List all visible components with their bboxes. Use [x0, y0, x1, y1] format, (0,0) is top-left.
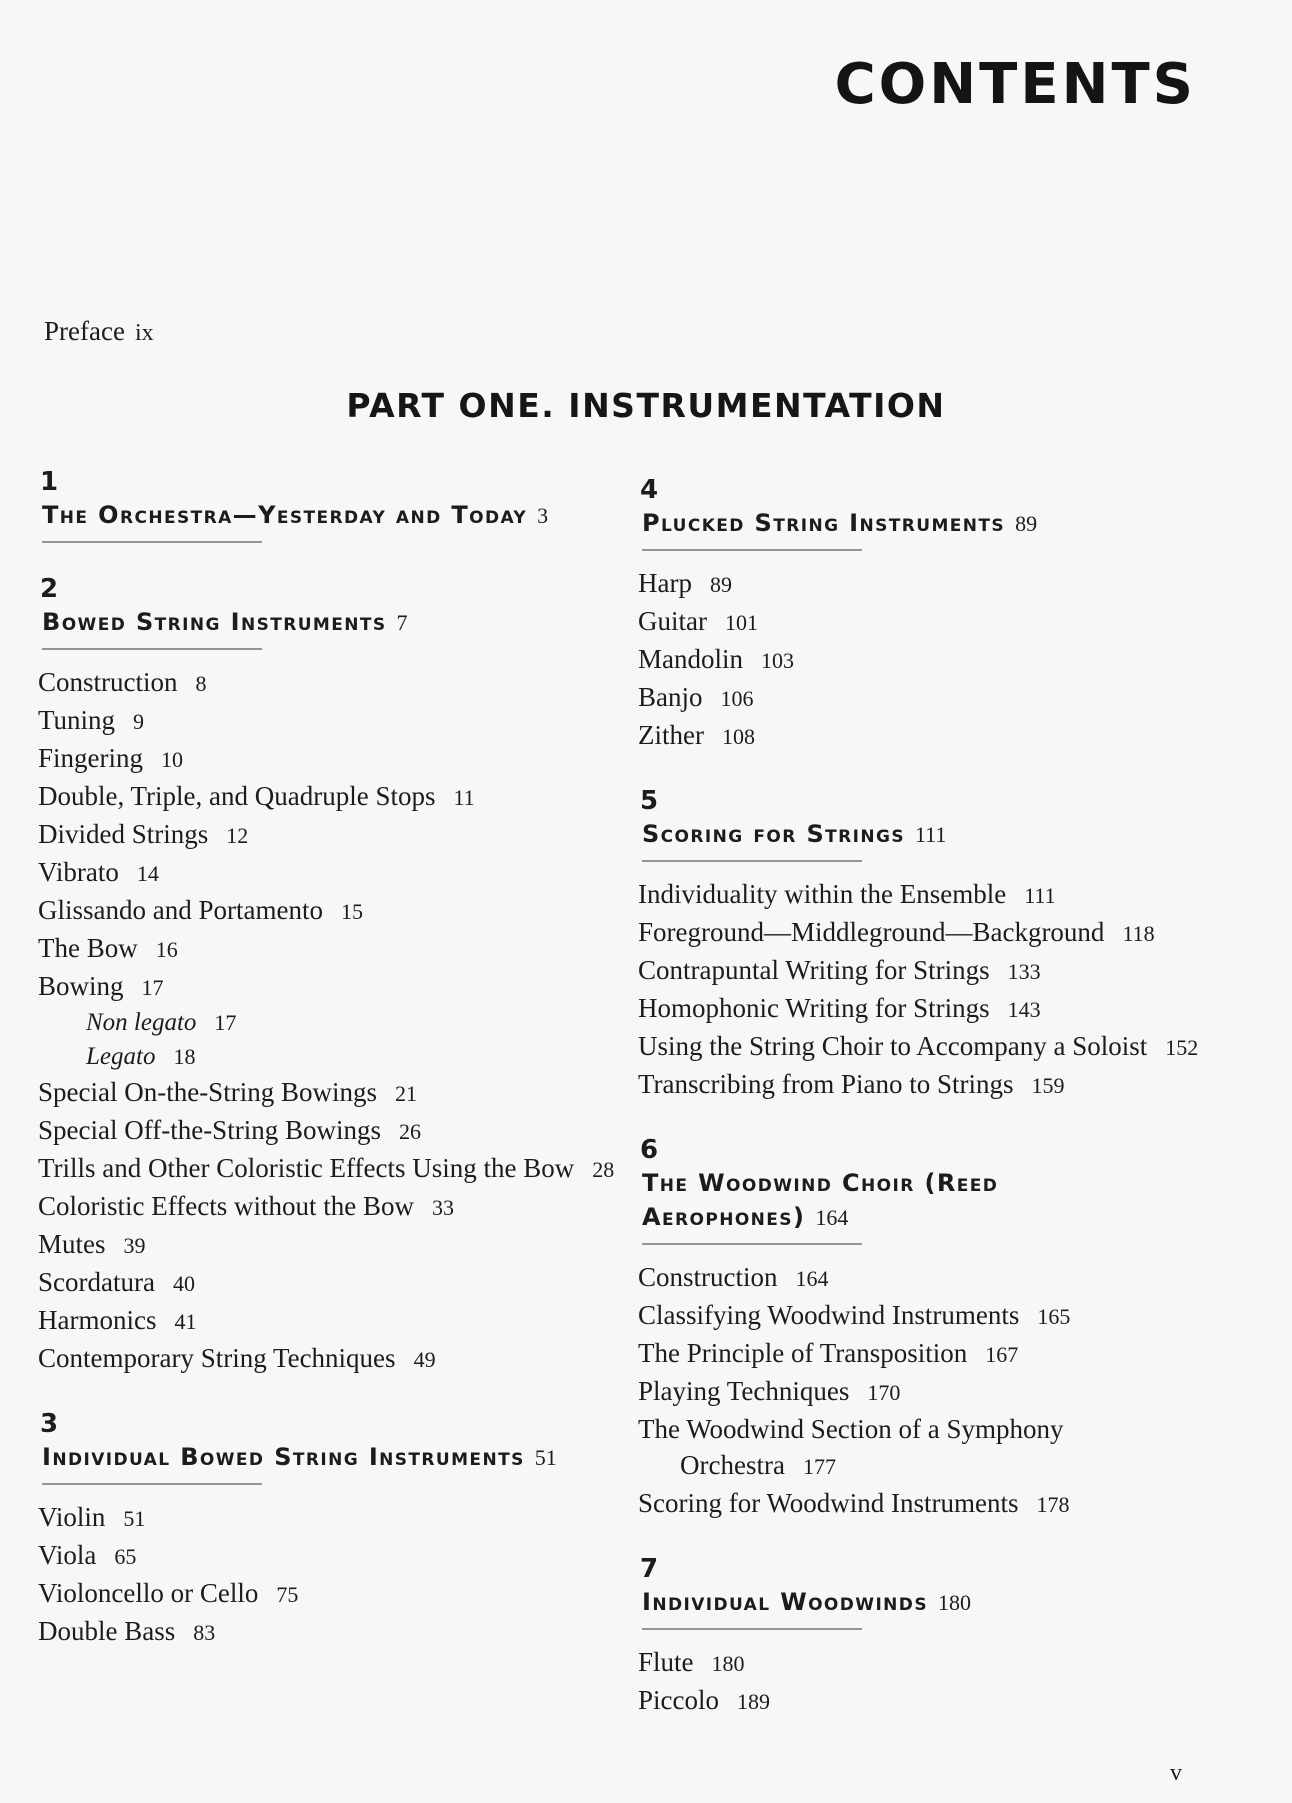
chapter-3: [36, 1408, 596, 1651]
preface-page: ix: [134, 320, 154, 346]
preface-entry[interactable]: [44, 316, 154, 347]
chapter-title-text: Plucked String Instruments: [642, 509, 1006, 537]
chapter-title[interactable]: [642, 817, 1162, 852]
entry-page: 16: [155, 937, 178, 962]
left-column: [36, 466, 615, 1681]
entry-page: 170: [867, 1380, 901, 1405]
entry-page: 21: [394, 1081, 417, 1106]
toc-entry[interactable]: [636, 914, 1178, 952]
entry-page: 33: [431, 1195, 454, 1220]
entry-text: Guitar: [638, 606, 707, 636]
toc-entry[interactable]: [636, 717, 1178, 755]
entry-page: 8: [195, 671, 207, 696]
chapter-rule: [642, 1628, 862, 1630]
entry-text: Classifying Woodwind Instruments: [638, 1300, 1020, 1330]
toc-entry[interactable]: [36, 702, 578, 740]
entry-text: Using the String Choir to Accompany a Soloist: [638, 1031, 1148, 1061]
entry-text: Zither: [638, 720, 704, 750]
entry-page: 40: [172, 1271, 195, 1296]
entry-text: Double Bass: [38, 1616, 176, 1646]
entry-text: Vibrato: [38, 857, 119, 887]
part-title: PART ONE. INSTRUMENTATION: [346, 386, 946, 425]
entry-list: [636, 876, 1199, 1104]
entry-page: 143: [1007, 997, 1041, 1022]
chapter-6: [636, 1134, 1196, 1523]
entry-page: 10: [161, 747, 183, 772]
entry-text: Bowing: [38, 971, 124, 1001]
chapter-title[interactable]: [42, 605, 562, 640]
toc-entry[interactable]: [36, 664, 578, 702]
toc-entry[interactable]: [36, 1074, 578, 1112]
toc-entry[interactable]: [36, 854, 578, 892]
page-number: v: [1170, 1760, 1182, 1786]
toc-entry[interactable]: [36, 1499, 578, 1537]
chapter-number: 7: [640, 1554, 659, 1584]
toc-entry[interactable]: [636, 1411, 1220, 1485]
entry-page: 111: [1024, 883, 1056, 908]
chapter-title-text: The Woodwind Choir (Reed Aerophones): [642, 1169, 999, 1231]
entry-list: [636, 1644, 1196, 1720]
chapter-title-text: Individual Bowed String Instruments: [42, 1443, 525, 1471]
chapter-title-text: The Orchestra—Yesterday and Today: [42, 501, 528, 529]
toc-entry[interactable]: [636, 1259, 1178, 1297]
entry-text: Construction: [38, 667, 178, 697]
entry-page: 39: [123, 1233, 146, 1258]
chapter-title-text: Bowed String Instruments: [42, 608, 387, 636]
entry-text: Glissando and Portamento: [38, 895, 323, 925]
entry-text: Transcribing from Piano to Strings: [638, 1069, 1014, 1099]
entry-page: 75: [276, 1582, 299, 1607]
entry-text: Harmonics: [38, 1305, 157, 1335]
entry-page: 12: [226, 823, 249, 848]
entry-page: 103: [761, 648, 794, 673]
entry-page: 65: [114, 1544, 137, 1569]
toc-entry[interactable]: [36, 1264, 578, 1302]
entry-page: 177: [802, 1454, 836, 1479]
entry-page: 106: [720, 686, 754, 711]
chapter-title-text: Individual Woodwinds: [642, 1588, 928, 1616]
chapter-title[interactable]: [42, 1440, 562, 1475]
entry-page: 133: [1007, 959, 1041, 984]
entry-text: Violin: [38, 1502, 106, 1532]
entry-page: 51: [123, 1506, 146, 1531]
toc-entry[interactable]: [36, 740, 578, 778]
toc-entry[interactable]: [36, 1188, 578, 1226]
entry-text: Harp: [638, 568, 692, 598]
entry-page: 14: [136, 861, 159, 886]
toc-entry[interactable]: [636, 1335, 1178, 1373]
entry-page: 17: [141, 975, 164, 1000]
entry-page: 41: [174, 1309, 197, 1334]
entry-text: Viola: [38, 1540, 97, 1570]
entry-text: Non legato: [86, 1009, 197, 1036]
entry-page: 178: [1036, 1492, 1070, 1517]
entry-text: Violoncello or Cello: [38, 1578, 259, 1608]
entry-text: Contemporary String Techniques: [38, 1343, 396, 1373]
toc-entry[interactable]: [636, 952, 1178, 990]
entry-page: 11: [453, 785, 475, 810]
toc-entry[interactable]: [36, 892, 578, 930]
entry-list: [636, 1259, 1196, 1523]
chapter-page: 7: [396, 610, 408, 635]
toc-entry[interactable]: [636, 679, 1178, 717]
entry-page: 26: [398, 1119, 421, 1144]
toc-entry[interactable]: [636, 876, 1178, 914]
chapter-1: [36, 466, 596, 543]
entry-text: Legato: [86, 1043, 156, 1070]
toc-entry[interactable]: [636, 603, 1178, 641]
entry-text: Special On-the-String Bowings: [38, 1077, 377, 1107]
chapter-title[interactable]: [642, 1585, 1162, 1620]
toc-entry[interactable]: [36, 1112, 578, 1150]
chapter-rule: [642, 549, 862, 551]
entry-page: 15: [340, 899, 363, 924]
entry-text: Banjo: [638, 682, 703, 712]
chapter-page: 89: [1015, 511, 1038, 536]
entry-page: 18: [173, 1044, 196, 1069]
entry-text: The Principle of Transposition: [638, 1338, 968, 1368]
chapter-number: 3: [40, 1409, 59, 1439]
chapter-title[interactable]: [42, 498, 562, 533]
chapter-number: 1: [40, 467, 59, 497]
toc-entry[interactable]: [36, 1226, 578, 1264]
toc-entry[interactable]: [36, 1613, 578, 1651]
entry-text: Special Off-the-String Bowings: [38, 1115, 381, 1145]
toc-entry[interactable]: [636, 641, 1178, 679]
entry-text: Construction: [638, 1262, 778, 1292]
entry-page: 118: [1122, 921, 1155, 946]
toc-entry[interactable]: [36, 1150, 620, 1188]
chapter-rule: [642, 1243, 862, 1245]
chapter-title[interactable]: [642, 506, 1162, 541]
entry-page: 108: [721, 724, 755, 749]
entry-text: Scordatura: [38, 1267, 155, 1297]
chapter-page: 111: [915, 822, 947, 847]
chapter-number: 6: [640, 1135, 659, 1165]
toc-entry[interactable]: [636, 1066, 1178, 1104]
chapter-number: 2: [40, 574, 59, 604]
entry-text: Foreground—Middleground—Background: [638, 917, 1105, 947]
entry-text: Divided Strings: [38, 819, 209, 849]
entry-page: 9: [133, 709, 145, 734]
entry-page: 167: [985, 1342, 1019, 1367]
entry-text: Mandolin: [638, 644, 743, 674]
entry-text: Coloristic Effects without the Bow: [38, 1191, 414, 1221]
entry-page: 28: [592, 1157, 615, 1182]
chapter-rule: [42, 1483, 262, 1485]
entry-text: Flute: [638, 1647, 694, 1677]
right-column: [636, 474, 1199, 1750]
entry-text: Trills and Other Coloristic Effects Using the Bow: [38, 1153, 575, 1183]
entry-text: Playing Techniques: [638, 1376, 850, 1406]
chapter-7: [636, 1553, 1196, 1720]
toc-entry[interactable]: [636, 1297, 1178, 1335]
chapter-page: 3: [537, 503, 549, 528]
entry-page: 159: [1031, 1073, 1065, 1098]
chapter-page: 164: [815, 1205, 849, 1230]
entry-text: Individuality within the Ensemble: [638, 879, 1007, 909]
toc-entry[interactable]: [36, 1340, 578, 1378]
toc-entry[interactable]: [36, 778, 620, 816]
entry-page: 101: [724, 610, 758, 635]
entry-text: Homophonic Writing for Strings: [638, 993, 990, 1023]
entry-list: [636, 565, 1196, 755]
chapter-page: 51: [534, 1445, 557, 1470]
entry-page: 83: [193, 1620, 216, 1645]
toc-entry[interactable]: [636, 1682, 1178, 1720]
chapter-number: 5: [640, 786, 659, 816]
toc-entry[interactable]: [636, 1644, 1178, 1682]
chapter-title-text: Scoring for Strings: [642, 820, 905, 848]
entry-text: Double, Triple, and Quadruple Stops: [38, 781, 436, 811]
page-title: CONTENTS: [834, 52, 1196, 117]
entry-text: Scoring for Woodwind Instruments: [638, 1488, 1019, 1518]
entry-text: Fingering: [38, 743, 143, 773]
chapter-rule: [42, 648, 262, 650]
entry-page: 49: [413, 1347, 436, 1372]
entry-text: Piccolo: [638, 1685, 719, 1715]
toc-entry[interactable]: [36, 968, 578, 1006]
toc-entry[interactable]: [36, 1040, 626, 1074]
toc-entry[interactable]: [36, 1537, 578, 1575]
entry-page: 164: [795, 1266, 829, 1291]
entry-list: [36, 1499, 596, 1651]
preface-label: Preface: [44, 316, 125, 346]
toc-entry[interactable]: [636, 990, 1178, 1028]
toc-entry[interactable]: [36, 1006, 626, 1040]
entry-text: Tuning: [38, 705, 116, 735]
toc-entry[interactable]: [36, 930, 578, 968]
entry-text: Contrapuntal Writing for Strings: [638, 955, 990, 985]
chapter-5: [636, 785, 1199, 1104]
toc-entry[interactable]: [36, 816, 578, 854]
entry-page: 89: [709, 572, 732, 597]
toc-entry[interactable]: [36, 1302, 578, 1340]
entry-text: The Bow: [38, 933, 138, 963]
entry-page: 189: [737, 1689, 770, 1714]
toc-entry[interactable]: [36, 1575, 578, 1613]
chapter-rule: [42, 541, 262, 543]
toc-entry[interactable]: [636, 1028, 1220, 1066]
toc-entry[interactable]: [636, 565, 1178, 603]
entry-page: 165: [1037, 1304, 1071, 1329]
chapter-title[interactable]: [642, 1166, 1162, 1235]
toc-entry[interactable]: [636, 1485, 1178, 1523]
chapter-rule: [642, 860, 862, 862]
entry-text: The Woodwind Section of a Symphony Orchestra: [638, 1414, 1064, 1480]
entry-text: Mutes: [38, 1229, 106, 1259]
entry-page: 152: [1165, 1035, 1199, 1060]
chapter-page: 180: [937, 1590, 971, 1615]
chapter-number: 4: [640, 475, 659, 505]
entry-page: 17: [214, 1010, 237, 1035]
entry-list: [36, 664, 615, 1378]
toc-entry[interactable]: [636, 1373, 1178, 1411]
chapter-2: [36, 573, 615, 1378]
entry-page: 180: [711, 1651, 745, 1676]
chapter-4: [636, 474, 1196, 755]
